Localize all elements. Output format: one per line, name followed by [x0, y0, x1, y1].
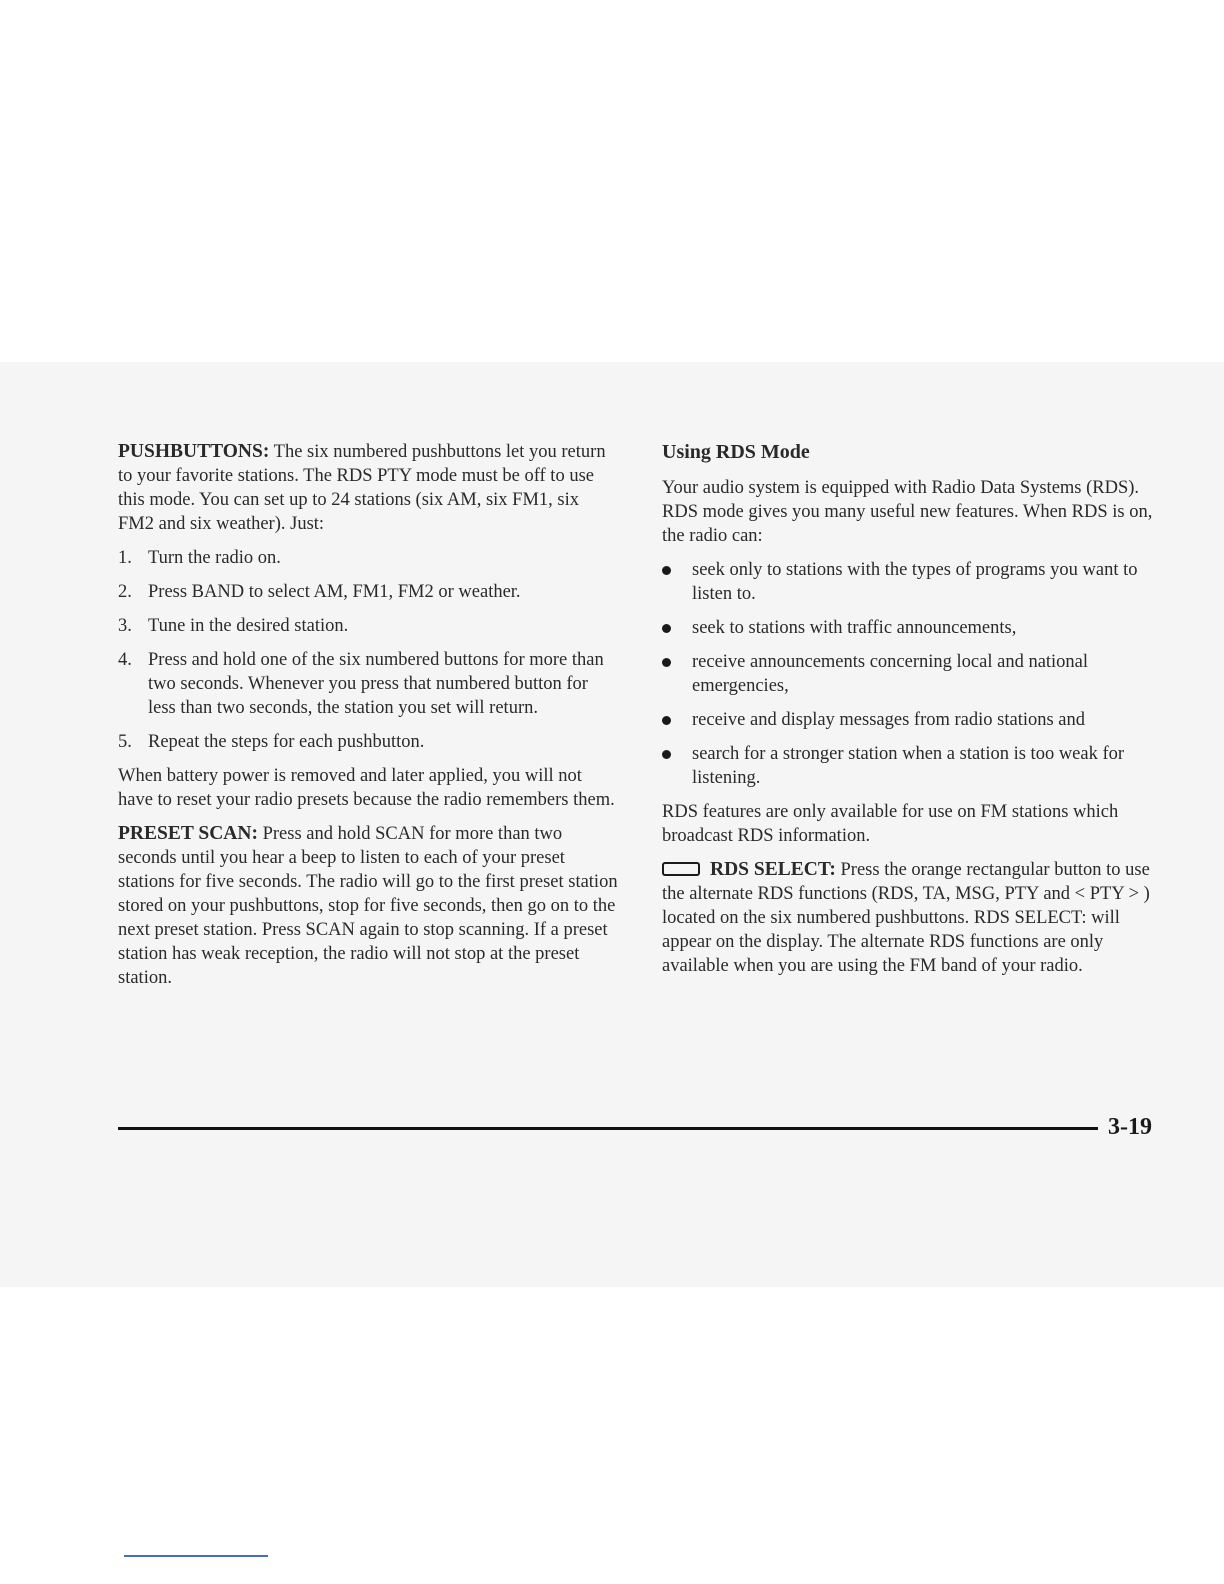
- rds-select-text: Press the orange rectangular button to use the alternate RDS functions (RDS, TA, MSG, PTY and < PTY > ) located on the six numbered pushbuttons. RDS SELECT: will appear on the display. The alternate RDS functions are only available when you are using the FM band of your radio.: [662, 860, 1150, 976]
- step-item: [118, 648, 618, 720]
- section-heading: Using RDS Mode: [662, 441, 810, 463]
- step-item: [118, 580, 618, 604]
- preset-scan-lead: PRESET SCAN:: [118, 823, 258, 844]
- bullet-icon: [662, 750, 671, 759]
- bullet-icon: [662, 716, 671, 725]
- left-column: [118, 440, 618, 1000]
- step-item: [118, 730, 618, 754]
- step-number: 2.: [118, 582, 132, 602]
- step-number: 1.: [118, 548, 132, 568]
- rds-select-lead: RDS SELECT:: [710, 859, 836, 880]
- fm-note-paragraph: RDS features are only available for use on FM stations which broadcast RDS information.: [662, 802, 1119, 846]
- rectangular-button-icon: [662, 862, 700, 876]
- list-item-text: receive announcements concerning local and national emergencies,: [692, 652, 1089, 696]
- step-text: Turn the radio on.: [148, 548, 281, 568]
- step-item: [118, 614, 618, 638]
- step-text: Press and hold one of the six numbered buttons for more than two seconds. Whenever you press that numbered button for less than two seconds, the station you set will return.: [148, 650, 604, 718]
- step-number: 4.: [118, 650, 132, 670]
- pushbuttons-paragraph: [118, 440, 618, 536]
- rds-select-paragraph: [662, 858, 1162, 978]
- rds-features-list: [662, 558, 1162, 790]
- list-item: [662, 650, 1162, 698]
- list-item-text: receive and display messages from radio stations and: [692, 710, 1086, 730]
- battery-paragraph: When battery power is removed and later applied, you will not have to reset your radio presets because the radio remembers them.: [118, 766, 615, 810]
- list-item: [662, 558, 1162, 606]
- step-number: 5.: [118, 732, 132, 752]
- step-number: 3.: [118, 616, 132, 636]
- step-text: Repeat the steps for each pushbutton.: [148, 732, 425, 752]
- pushbuttons-text: The six numbered pushbuttons let you return to your favorite stations. The RDS PTY mode must be off to use this mode. You can set up to 24 stations (six AM, six FM1, six FM2 and six weather). Just:: [118, 442, 606, 534]
- bullet-icon: [662, 566, 671, 575]
- bullet-icon: [662, 658, 671, 667]
- list-item: [662, 742, 1162, 790]
- preset-scan-text: Press and hold SCAN for more than two seconds until you hear a beep to listen to each of your preset stations for five seconds. The radio will go to the first preset station stored on your pushbuttons, stop for five seconds, then go on to the next preset station. Press SCAN again to stop scanning. If a preset station has weak reception, the radio will not stop at the preset station.: [118, 824, 618, 988]
- list-item-text: seek only to stations with the types of programs you want to listen to.: [692, 560, 1138, 604]
- bottom-divider: [124, 1555, 268, 1557]
- page-number: 3-19: [1108, 1114, 1152, 1140]
- list-item-text: search for a stronger station when a station is too weak for listening.: [692, 744, 1125, 788]
- step-item: [118, 546, 618, 570]
- steps-list: [118, 546, 618, 754]
- preset-scan-paragraph: [118, 822, 618, 990]
- rds-intro-paragraph: Your audio system is equipped with Radio Data Systems (RDS). RDS mode gives you many useful new features. When RDS is on, the radio can:: [662, 478, 1153, 546]
- pushbuttons-lead: PUSHBUTTONS:: [118, 441, 270, 462]
- bullet-icon: [662, 624, 671, 633]
- step-text: Tune in the desired station.: [148, 616, 349, 636]
- list-item: [662, 708, 1162, 732]
- list-item-text: seek to stations with traffic announcements,: [692, 618, 1017, 638]
- list-item: [662, 616, 1162, 640]
- footer-rule: [118, 1127, 1098, 1130]
- right-column: [662, 440, 1162, 988]
- step-text: Press BAND to select AM, FM1, FM2 or weather.: [148, 582, 521, 602]
